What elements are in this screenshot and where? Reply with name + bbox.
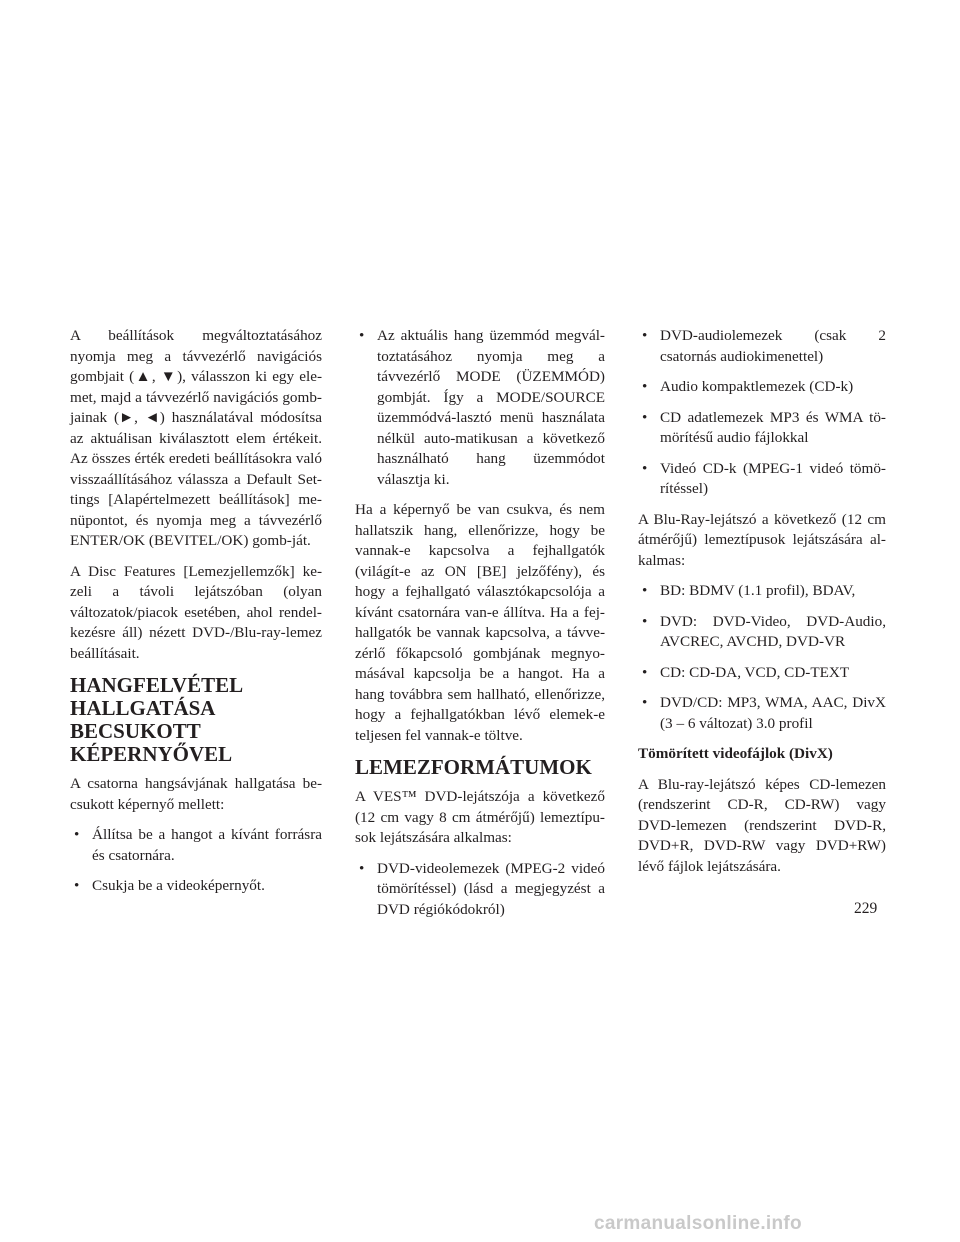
bullet-glyph: • [359,859,365,877]
bullet-glyph: • [74,877,80,894]
list-item: • Audio kompaktlemezek (CD-k) [638,377,886,398]
bullet-glyph: • [642,378,648,395]
audio-mode-list [355,326,605,490]
supported-discs-list [638,326,886,500]
list-item: • CD: CD-DA, VCD, CD-TEXT [638,663,886,684]
bullet-glyph: • [642,663,648,681]
column-middle [355,326,605,930]
list-item: • Állítsa be a hangot a kívánt forrásra és csatornára. [74,826,322,864]
list-item: • DVD/CD: MP3, WMA, AAC, DivX (3 – 6 változat) 3.0 profil [642,694,886,732]
list-item: • DVD-audiolemezek (csak 2 csatornás audiokimenettel) [642,327,886,365]
list-item: • Videó CD-k (MPEG-1 videó tömö-rítéssel) [642,459,886,497]
page-number: 229 [854,900,878,917]
closed-screen-intro: A csatorna hangsávjának hallgatása be-csukott képernyő mellett: [70,775,322,813]
bullet-glyph: • [642,612,648,630]
closed-screen-steps [70,825,322,897]
list-item: • BD: BDMV (1.1 profil), BDAV, [638,581,886,602]
list-item: • DVD: DVD-Video, DVD-Audio, AVCREC, AVCHD, DVD-VR [642,612,886,650]
no-sound-paragraph: Ha a képernyő be van csukva, és nem hallatszik hang, ellenőrizze, hogy be vannak-e kapcsolva a fejhallgatók (világít-e az ON [BE] jelzőfény), és hogy a fejhallgató választókapcsolója a kívánt csatornára van-e állítva. Ha a fej-hallgatók be vannak kapcsolva, a távve-zérlő főkapcsoló gombjának megnyo-másával kapcsolja be a hangot. Ha a hang továbbra sem hallható, ellenőrizze, hogy a fejhallgatókban lévő elemek-e teljesen fel vannak-e töltve. [355,501,605,744]
section-heading-closed-screen-audio: HANGFELVÉTEL HALLGATÁSA BECSUKOTT KÉPERNYŐVEL [70,673,242,766]
column-right [638,326,886,887]
list-item: • Az aktuális hang üzemmód megvál-toztatásához nyomja meg a távvezérlő MODE (ÜZEMMÓD) gombját. Így a MODE/SOURCE üzemmódvá-lasztó menü használata nélkül auto-matikusan a következő használható hang üzemmódot választja ki. [359,327,605,488]
bullet-glyph: • [642,582,648,599]
settings-paragraph: A beállítások megváltoztatásához nyomja meg a távvezérlő navigációs gombjait (▲, ▼), válasszon ki egy ele-met, majd a távvezérlő navigációs gomb-jainak (►, ◄) használatával módosítsa az aktuálisan kiválasztott elem értékeit. Az összes érték eredeti beállításokra való visszaállításához válassza a Default Set-tings [Alapértelmezett beállítások] me-nüpontot, és nyomja meg a távvezérlő ENTER/OK (BEVITEL/OK) gomb-ját. [70,327,322,549]
watermark: carmanualsonline.info [594,1213,802,1234]
disc-formats-intro: A VES™ DVD-lejátszója a következő (12 cm vagy 8 cm átmérőjű) lemeztípu-sok lejátszására alkalmas: [355,788,605,846]
column-left [70,326,322,907]
divx-subheading: Tömörített videofájlok (DivX) [638,745,833,762]
bluray-intro: A Blu-Ray-lejátszó a következő (12 cm átmérőjű) lemeztípusok lejátszására al-kalmas: [638,510,886,569]
bullet-glyph: • [642,459,648,477]
bullet-glyph: • [642,694,648,711]
disc-features-paragraph: A Disc Features [Lemezjellemzők] ke-zeli a távoli lejátszóban (olyan változatok/piacok esetében, ahol rendel-kezésre áll) nézett DVD-/Blu-ray-lemez beállításait. [70,562,322,662]
list-item: • CD adatlemezek MP3 és WMA tö-mörítésű audio fájlokkal [642,408,886,446]
bullet-glyph: • [642,408,648,426]
list-item: • DVD-videolemezek (MPEG-2 videó tömörítéssel) (lásd a megjegyzést a DVD régiókódokról) [359,859,605,918]
divx-paragraph: A Blu-ray-lejátszó képes CD-lemezen (rendszerint CD-R, CD-RW) vagy DVD-lemezen (rendszerint DVD-R, DVD+R, DVD-RW vagy DVD+RW) lévő fájlok lejátszására. [638,775,886,875]
list-item: • Csukja be a videoképernyőt. [70,876,322,897]
section-heading-disc-formats: LEMEZFORMÁTUMOK [355,755,592,779]
dvd-formats-list [355,859,605,921]
bluray-formats-list [638,581,886,734]
bullet-glyph: • [74,826,80,843]
bullet-glyph: • [642,327,648,344]
bullet-glyph: • [359,327,365,344]
